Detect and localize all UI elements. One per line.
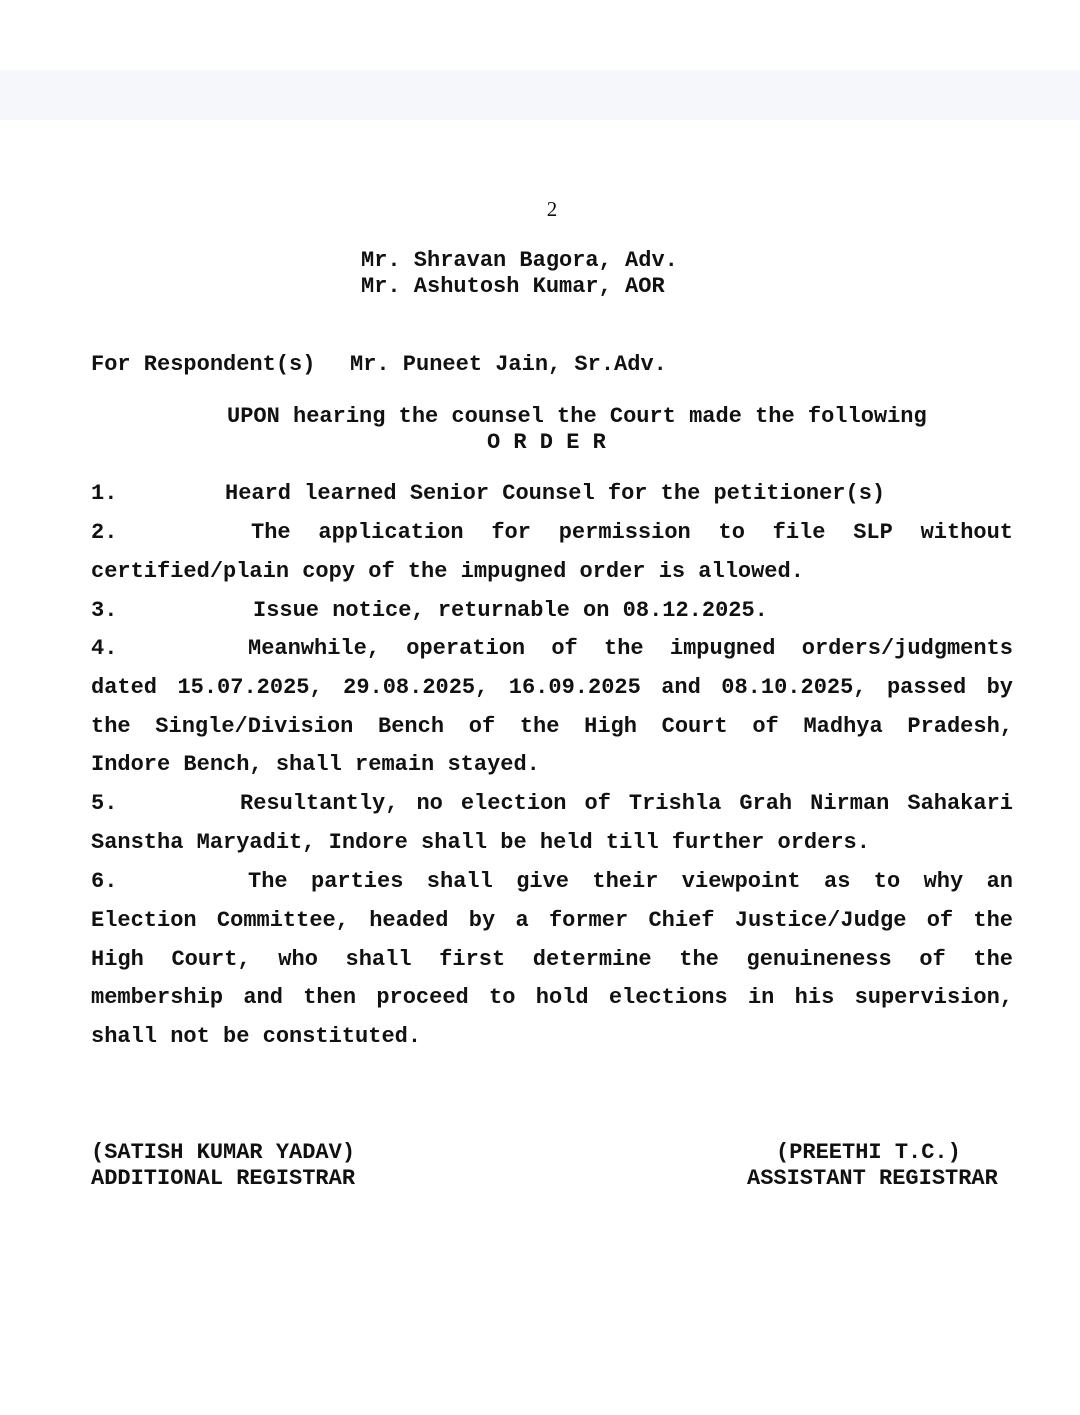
order-paragraph-3 xyxy=(91,598,1013,624)
paragraph-line: The application for permission to file SLP without xyxy=(251,520,1013,545)
signatory-title-right: ASSISTANT REGISTRAR xyxy=(747,1166,998,1191)
paragraph-line: Issue notice, returnable on 08.12.2025. xyxy=(253,598,768,623)
page-number: 2 xyxy=(546,197,558,221)
paragraph-number: 3. xyxy=(91,598,118,623)
counsel-line: Mr. Shravan Bagora, Adv. xyxy=(361,248,678,273)
hearing-line: UPON hearing the counsel the Court made the following xyxy=(227,404,927,429)
paragraph-line: High Court, who shall first determine the genuineness of the xyxy=(91,946,1013,972)
order-paragraph-5 xyxy=(91,791,1013,869)
paragraph-line: Indore Bench, shall remain stayed. xyxy=(91,752,540,778)
paragraph-line: the Single/Division Bench of the High Court of Madhya Pradesh, xyxy=(91,713,1013,739)
paragraph-line: dated 15.07.2025, 29.08.2025, 16.09.2025 and 08.10.2025, passed by xyxy=(91,674,1013,700)
respondent-counsel: Mr. Puneet Jain, Sr.Adv. xyxy=(350,352,667,377)
paragraph-line: Resultantly, no election of Trishla Grah Nirman Sahakari xyxy=(240,791,1013,816)
paragraph-line: The parties shall give their viewpoint as to why an xyxy=(248,869,1013,894)
paragraph-line: Election Committee, headed by a former Chief Justice/Judge of the xyxy=(91,907,1013,933)
paragraph-number: 1. xyxy=(91,481,118,506)
paragraph-line: Sanstha Maryadit, Indore shall be held till further orders. xyxy=(91,829,870,855)
paragraph-number: 5. xyxy=(91,791,118,816)
order-paragraph-6 xyxy=(91,869,1013,1063)
order-paragraph-2 xyxy=(91,520,1013,598)
paragraph-number: 2. xyxy=(91,520,118,545)
respondent-label: For Respondent(s) xyxy=(91,352,316,377)
order-heading: O R D E R xyxy=(487,430,606,455)
order-paragraph-1 xyxy=(91,481,1013,507)
paragraph-number: 6. xyxy=(91,869,118,894)
signatory-name-right: (PREETHI T.C.) xyxy=(776,1140,961,1165)
paragraph-line: Meanwhile, operation of the impugned orders/judgments xyxy=(248,636,1013,661)
paragraph-line: certified/plain copy of the impugned order is allowed. xyxy=(91,558,804,584)
counsel-line: Mr. Ashutosh Kumar, AOR xyxy=(361,274,665,299)
signatory-name-left: (SATISH KUMAR YADAV) xyxy=(91,1140,356,1165)
signatory-title-left: ADDITIONAL REGISTRAR xyxy=(91,1166,356,1191)
paragraph-line: shall not be constituted. xyxy=(91,1024,422,1050)
paragraph-line: membership and then proceed to hold elections in his supervision, xyxy=(91,985,1013,1011)
order-paragraph-4 xyxy=(91,636,1013,791)
top-band xyxy=(0,70,1080,120)
paragraph-line: Heard learned Senior Counsel for the petitioner(s) xyxy=(225,481,886,506)
paragraph-number: 4. xyxy=(91,636,118,661)
